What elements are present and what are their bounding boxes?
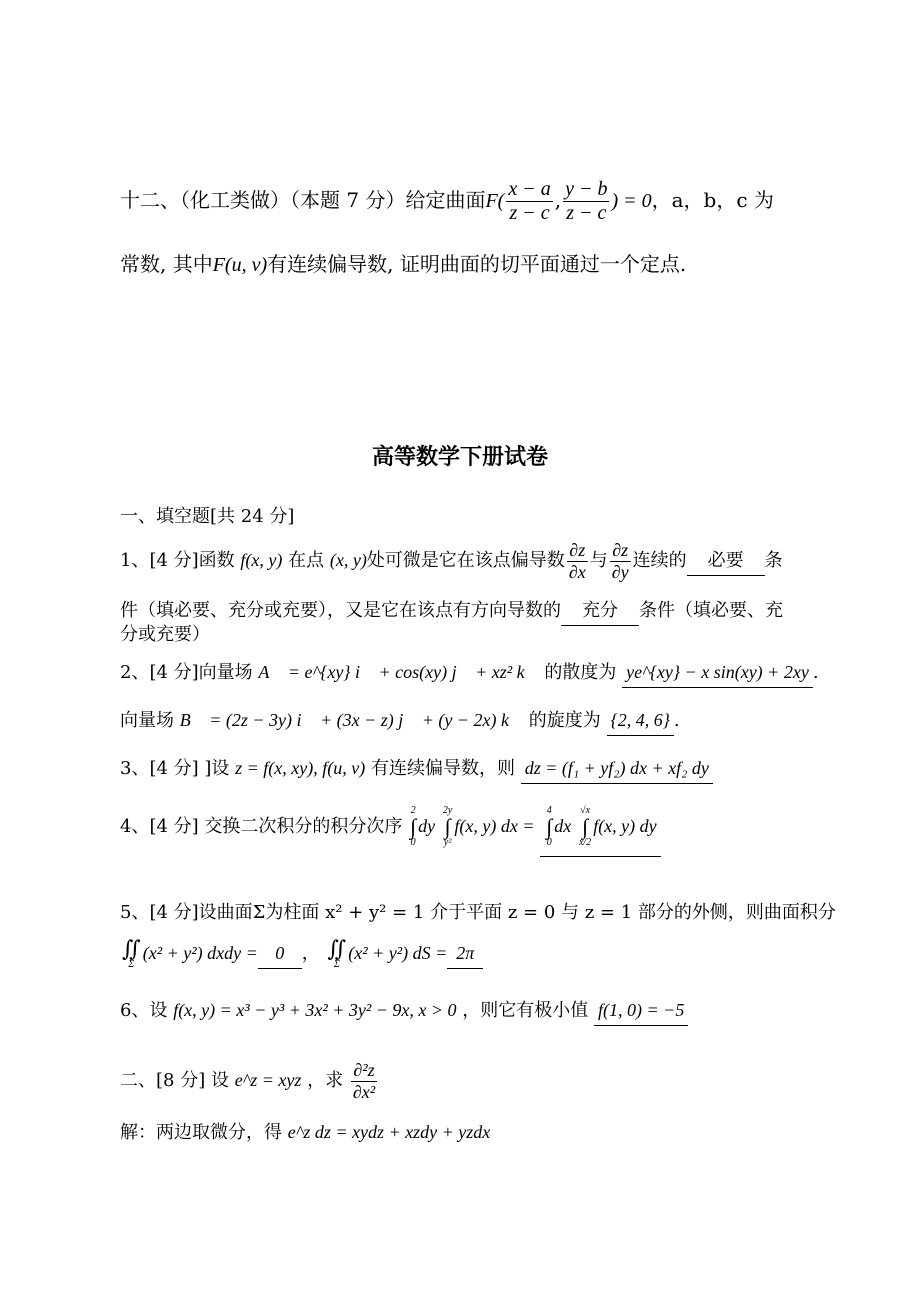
q12-line1 bbox=[120, 178, 774, 225]
section1-heading: 一、填空题[共 24 分] bbox=[120, 506, 295, 527]
q12-line2-prefix: 常数, 其中 bbox=[120, 252, 213, 276]
p4-integral-2 bbox=[443, 806, 452, 848]
q12-F: F( bbox=[485, 190, 505, 212]
p5-sigma-2: Σ bbox=[333, 959, 340, 970]
p4-integral-1 bbox=[410, 806, 416, 848]
p4-lo2: y² bbox=[443, 837, 452, 848]
p5-line2 bbox=[120, 938, 483, 970]
p2-line2-mid: 的旋度为 bbox=[528, 710, 601, 731]
p5-answer2: 2π bbox=[447, 943, 483, 969]
q12-eq-zero: ) = 0 bbox=[611, 190, 652, 212]
p1-prefix: 1、[4 分]函数 bbox=[120, 550, 235, 572]
p6-fn: f(x, y) = x³ − y³ + 3x² + 3y² − 9x, x > 0 bbox=[173, 1000, 457, 1020]
solution-line bbox=[120, 1122, 490, 1144]
p5-answer1: 0 bbox=[258, 943, 302, 969]
p2-line2 bbox=[120, 710, 680, 736]
p4-integral-4 bbox=[579, 806, 591, 848]
p4-up2: 2y bbox=[442, 805, 453, 816]
p4-up4: √x bbox=[580, 805, 591, 816]
sec2-expr: e^z = xyz bbox=[234, 1070, 302, 1091]
p5-expr1: (x² + y²) dxdy = bbox=[142, 943, 258, 963]
p2-answer: ye^{xy} − x sin(xy) + 2xy bbox=[622, 662, 813, 688]
p6-line bbox=[120, 1000, 688, 1026]
p4-int-sign-2: ∫ bbox=[444, 814, 451, 839]
p4-up3: 4 bbox=[546, 805, 552, 816]
p1-tail1: 条 bbox=[764, 550, 783, 572]
p4-prefix: 4、[4 分] 交换二次积分的积分次序 bbox=[120, 816, 403, 837]
q12-den2: z − c bbox=[566, 202, 607, 224]
p3-fn: z = f(x, xy), f(u, v) bbox=[235, 758, 366, 778]
p1-xy: (x, y) bbox=[329, 550, 367, 571]
q12-den1: z − c bbox=[509, 202, 550, 224]
q12-comma: , bbox=[554, 188, 562, 212]
sec2-num: ∂²z bbox=[351, 1060, 377, 1082]
p2-field: A⃗ = e^{xy} i⃗ + cos(xy) j⃗ + xz² k⃗ bbox=[258, 662, 539, 682]
p3-prefix: 3、[4 分] ]设 bbox=[120, 758, 230, 779]
p4-integral-3 bbox=[546, 806, 552, 848]
q12-line2 bbox=[120, 252, 686, 277]
p1-line3: 分或充要） bbox=[120, 624, 210, 645]
p5-double-int-sign-1: ∬ bbox=[122, 936, 141, 961]
sol-expr: e^z dz = xydz + xzdy + yzdx bbox=[287, 1122, 491, 1142]
sec2-prefix: 二、[8 分] 设 bbox=[120, 1070, 229, 1092]
p4-lhs-dy: dy bbox=[418, 816, 436, 836]
p2-prefix: 2、[4 分]向量场 bbox=[120, 662, 253, 683]
p1-line1 bbox=[120, 540, 783, 582]
p1-and: 与 bbox=[589, 550, 608, 572]
p1-dz-2: ∂z bbox=[610, 540, 631, 562]
p1-dz-1: ∂z bbox=[567, 540, 588, 562]
p1-line2-suffix: 条件（填必要、充 bbox=[639, 600, 783, 621]
q12-frac2 bbox=[563, 178, 609, 225]
p5-double-int-sign-2: ∬ bbox=[327, 936, 347, 961]
sec2-den: ∂x² bbox=[352, 1081, 376, 1102]
section2-line bbox=[120, 1060, 379, 1102]
p4-rhs-dx: dx bbox=[554, 816, 572, 836]
p3-line bbox=[120, 758, 713, 784]
p5-expr2: (x² + y²) dS = bbox=[348, 943, 448, 963]
p4-line bbox=[120, 806, 661, 857]
p5-surface-integral-2 bbox=[328, 938, 347, 970]
p2-dot2: . bbox=[673, 710, 680, 731]
p1-dx: ∂x bbox=[568, 561, 586, 582]
p1-dy: ∂y bbox=[611, 561, 629, 582]
p1-frac-dzdy bbox=[610, 540, 631, 582]
p2-line1 bbox=[120, 662, 819, 688]
q12-Fuv: F(u, v) bbox=[212, 254, 268, 276]
p6-mid: ，则它有极小值 bbox=[462, 1000, 589, 1021]
p1-at-point: 在点 bbox=[288, 550, 325, 572]
sec2-frac bbox=[351, 1060, 377, 1102]
p5-sep: ， bbox=[301, 943, 320, 964]
p1-answer1: 必要 bbox=[687, 550, 765, 576]
p2-mid: 的散度为 bbox=[544, 662, 617, 683]
p6-answer: f(1, 0) = −5 bbox=[594, 1000, 688, 1026]
q12-text-suffix: ，a，b，c 为 bbox=[651, 188, 774, 212]
q12-num1: x − a bbox=[508, 178, 551, 200]
q12-num2: y − b bbox=[565, 178, 608, 200]
p2-dot: . bbox=[812, 662, 819, 683]
q12-text-prefix: 十二、（化工类做）（本题 7 分）给定曲面 bbox=[120, 188, 486, 212]
p2-line2-prefix: 向量场 bbox=[120, 710, 174, 731]
p3-mid: 有连续偏导数，则 bbox=[370, 758, 515, 779]
q12-line2-suffix: 有连续偏导数, 证明曲面的切平面通过一个定点. bbox=[267, 252, 687, 276]
p2-field2: B⃗ = (2z − 3y) i⃗ + (3x − z) j⃗ + (y − 2x) k⃗ bbox=[179, 710, 524, 730]
q12-frac1 bbox=[506, 178, 552, 225]
p1-line2-prefix: 件（填必要、充分或充要），又是它在该点有方向导数的 bbox=[120, 600, 561, 621]
sol-prefix: 解：两边取微分，得 bbox=[120, 1122, 282, 1143]
p4-rhs-f: f(x, y) dy bbox=[593, 816, 657, 836]
p4-lhs-f: f(x, y) dx = bbox=[454, 816, 535, 836]
p4-int-sign-3: ∫ bbox=[546, 814, 553, 839]
p1-line2 bbox=[120, 600, 783, 626]
p1-mid: 处可微是它在该点偏导数 bbox=[366, 550, 565, 572]
p5-surface-integral-1 bbox=[122, 938, 141, 970]
p4-int-sign-4: ∫ bbox=[582, 814, 589, 839]
p4-up1: 2 bbox=[410, 805, 416, 816]
exam-title: 高等数学下册试卷 bbox=[371, 445, 548, 470]
p4-lo4: x/2 bbox=[578, 837, 592, 848]
p4-lo3: 0 bbox=[546, 837, 552, 848]
p1-cont: 连续的 bbox=[632, 550, 687, 572]
p5-sigma-1: Σ bbox=[128, 959, 135, 970]
p2-answer2: {2, 4, 6} bbox=[607, 710, 674, 736]
sec2-mid: ，求 bbox=[307, 1070, 344, 1092]
p4-int-sign-1: ∫ bbox=[410, 814, 417, 839]
p1-frac-dzdx bbox=[567, 540, 588, 582]
p3-answer: dz = (f₁ + yf₂) dx + xf₂ dy bbox=[521, 758, 713, 784]
p6-prefix: 6、设 bbox=[120, 1000, 168, 1021]
p4-answer bbox=[540, 806, 660, 857]
p4-lo1: 0 bbox=[410, 837, 416, 848]
p5-line1: 5、[4 分]设曲面Σ为柱面 x² + y² = 1 介于平面 z = 0 与 z = 1 部分的外侧，则曲面积分 bbox=[120, 902, 836, 923]
p1-fxy: f(x, y) bbox=[240, 550, 283, 571]
p1-answer2: 充分 bbox=[561, 600, 639, 626]
